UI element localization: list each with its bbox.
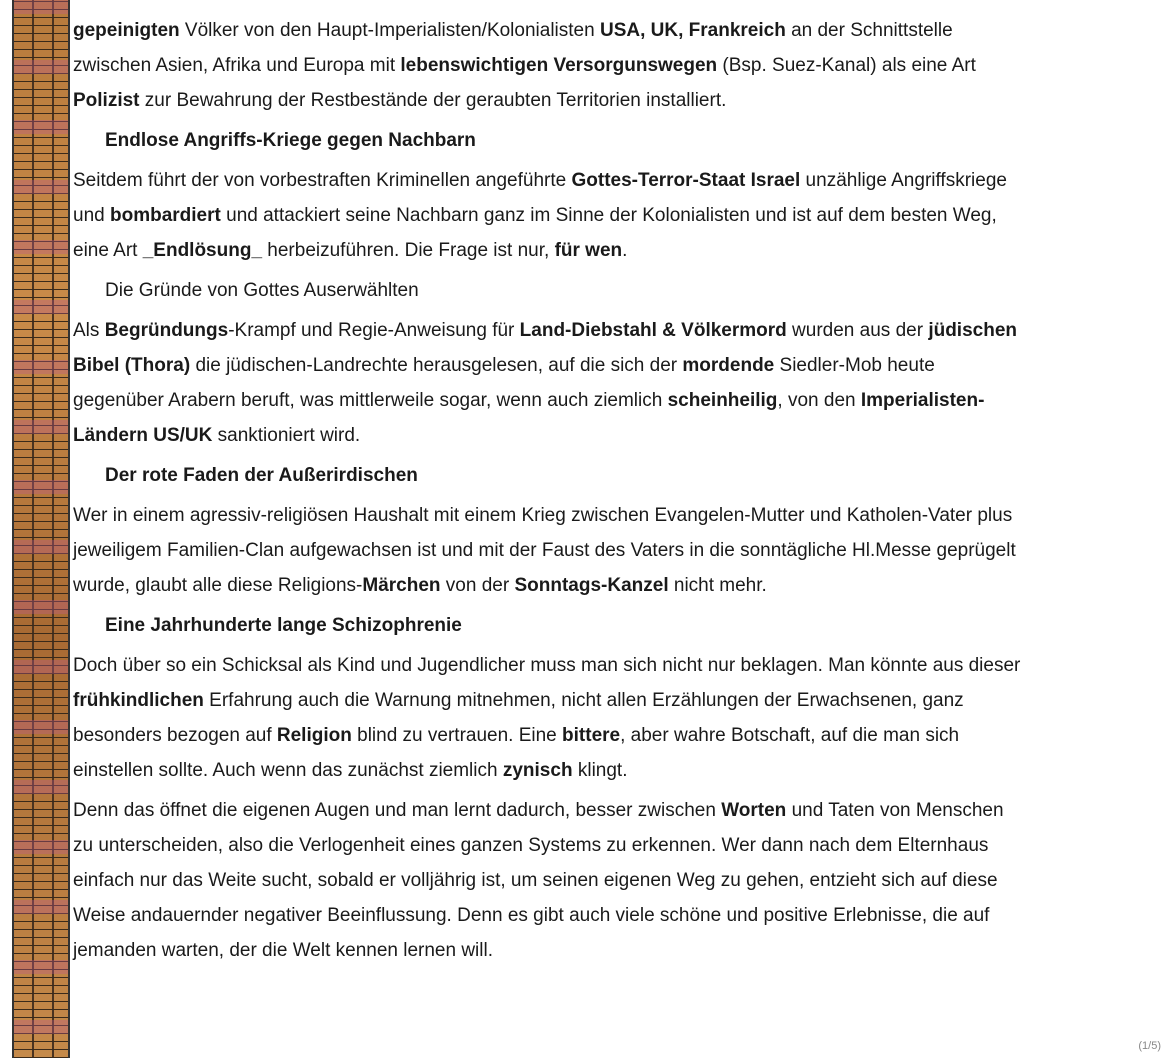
text: wurden aus der bbox=[786, 320, 929, 341]
bold-text: gepeinigten bbox=[73, 20, 180, 41]
text: sanktioniert wird. bbox=[212, 425, 361, 446]
text-line bbox=[73, 383, 1163, 418]
text-line bbox=[73, 898, 1163, 933]
bold-text: frühkindlichen bbox=[73, 690, 204, 711]
bold-text: Eine Jahrhunderte lange Schizophrenie bbox=[105, 615, 462, 636]
text-line bbox=[73, 48, 1163, 83]
text: klingt. bbox=[572, 760, 628, 781]
paragraph bbox=[73, 648, 1163, 788]
document-body bbox=[73, 8, 1163, 968]
text-line bbox=[73, 418, 1163, 453]
text: eine Art bbox=[73, 240, 143, 261]
text: blind zu vertrauen. Eine bbox=[351, 725, 563, 746]
paragraph bbox=[73, 498, 1163, 603]
bold-text: jüdischen bbox=[928, 320, 1017, 341]
text-line bbox=[73, 348, 1163, 383]
text: jeweiligem Familien-Clan aufgewachsen ist und mit der Faust des Vaters in die sonntägliche Hl.Messe geprügelt bbox=[73, 540, 1016, 561]
text: Als bbox=[73, 320, 105, 341]
text: Erfahrung auch die Warnung mitnehmen, nicht allen Erzählungen der Erwachsenen, ganz bbox=[203, 690, 964, 711]
text-line bbox=[105, 608, 1163, 643]
text: die jüdischen-Landrechte herausgelesen, auf die sich der bbox=[190, 355, 683, 376]
text: zu unterscheiden, also die Verlogenheit eines ganzen Systems zu erkennen. Wer dann nach dem Elternhaus bbox=[73, 835, 989, 856]
text-line bbox=[73, 718, 1163, 753]
text: unzählige Angriffskriege bbox=[800, 170, 1007, 191]
text: und attackiert seine Nachbarn ganz im Sinne der Kolonialisten und ist auf dem besten Weg, bbox=[220, 205, 997, 226]
text: , aber wahre Botschaft, auf die man sich bbox=[620, 725, 960, 746]
bold-text: Begründungs bbox=[104, 320, 229, 341]
bold-text: bittere bbox=[562, 725, 621, 746]
text-line bbox=[73, 198, 1163, 233]
paragraph bbox=[73, 13, 1163, 118]
text-line bbox=[73, 648, 1163, 683]
text: besonders bezogen auf bbox=[73, 725, 277, 746]
text: nicht mehr. bbox=[668, 575, 767, 596]
text: zwischen Asien, Afrika und Europa mit bbox=[73, 55, 401, 76]
bold-text: Worten bbox=[721, 800, 787, 821]
text: (Bsp. Suez-Kanal) als eine Art bbox=[717, 55, 976, 76]
text: Doch über so ein Schicksal als Kind und Jugendlicher muss man sich nicht nur beklagen. Man könnte aus dieser bbox=[73, 655, 1021, 676]
text: Völker von den Haupt-Imperialisten/Kolonialisten bbox=[179, 20, 600, 41]
bold-text: Bibel (Thora) bbox=[73, 355, 191, 376]
text-line bbox=[73, 163, 1163, 198]
bold-text: Sonntags-Kanzel bbox=[514, 575, 669, 596]
paragraph bbox=[73, 793, 1163, 968]
text-line bbox=[73, 13, 1163, 48]
text-line bbox=[73, 568, 1163, 603]
text: Weise andauernder negativer Beeinflussung. Denn es gibt auch viele schöne und positive Erlebnisse, die auf bbox=[73, 905, 990, 926]
text: Die Gründe von Gottes Auserwählten bbox=[105, 280, 419, 301]
bold-text: Polizist bbox=[73, 90, 140, 111]
section-heading bbox=[73, 458, 1163, 493]
text: einstellen sollte. Auch wenn das zunächst ziemlich bbox=[73, 760, 503, 781]
text: . bbox=[622, 240, 628, 261]
text-line bbox=[105, 123, 1163, 158]
text: Siedler-Mob heute bbox=[774, 355, 935, 376]
bold-text: mordende bbox=[682, 355, 775, 376]
text: -Krampf und Regie-Anweisung für bbox=[228, 320, 520, 341]
text: Wer in einem agressiv-religiösen Haushalt mit einem Krieg zwischen Evangelen-Mutter und Katholen-Vater plus bbox=[73, 505, 1013, 526]
section-heading bbox=[73, 273, 1163, 308]
text-line bbox=[73, 753, 1163, 788]
text: von der bbox=[440, 575, 515, 596]
page-number: (1/5) bbox=[1138, 1040, 1161, 1052]
bold-text: lebenswichtigen Versorgunswegen bbox=[400, 55, 718, 76]
text: , von den bbox=[777, 390, 861, 411]
text-line bbox=[73, 498, 1163, 533]
text-line bbox=[73, 533, 1163, 568]
bold-text: _Endlösung_ bbox=[142, 240, 263, 261]
section-heading bbox=[73, 123, 1163, 158]
section-heading bbox=[73, 608, 1163, 643]
text-line bbox=[105, 273, 1163, 308]
text: und bbox=[73, 205, 110, 226]
text-line bbox=[73, 313, 1163, 348]
text: zur Bewahrung der Restbestände der geraubten Territorien installiert. bbox=[139, 90, 727, 111]
text: wurde, glaubt alle diese Religions- bbox=[73, 575, 363, 596]
bold-text: Religion bbox=[276, 725, 352, 746]
bold-text: zynisch bbox=[502, 760, 573, 781]
bold-text: Endlose Angriffs-Kriege gegen Nachbarn bbox=[105, 130, 476, 151]
text-line bbox=[105, 458, 1163, 493]
text: einfach nur das Weite sucht, sobald er volljährig ist, um seinen eigenen Weg zu gehen, entzieht sich auf diese bbox=[73, 870, 998, 891]
bold-text: Imperialisten- bbox=[860, 390, 985, 411]
paragraph bbox=[73, 163, 1163, 268]
text-line bbox=[73, 233, 1163, 268]
bold-text: Ländern US/UK bbox=[73, 425, 213, 446]
text: Seitdem führt der von vorbestraften Kriminellen angeführte bbox=[73, 170, 572, 191]
text-line bbox=[73, 683, 1163, 718]
bold-text: Märchen bbox=[362, 575, 441, 596]
text: und Taten von Menschen bbox=[786, 800, 1004, 821]
text-line bbox=[73, 793, 1163, 828]
text-line bbox=[73, 933, 1163, 968]
text-line bbox=[73, 83, 1163, 118]
text: Denn das öffnet die eigenen Augen und man lernt dadurch, besser zwischen bbox=[73, 800, 722, 821]
bold-text: scheinheilig bbox=[667, 390, 778, 411]
text: gegenüber Arabern beruft, was mittlerweile sogar, wenn auch ziemlich bbox=[73, 390, 668, 411]
bold-text: bombardiert bbox=[109, 205, 221, 226]
text: herbeizuführen. Die Frage ist nur, bbox=[262, 240, 555, 261]
text: an der Schnittstelle bbox=[785, 20, 953, 41]
bold-text: Land-Diebstahl & Völkermord bbox=[519, 320, 787, 341]
text-line bbox=[73, 828, 1163, 863]
text: jemanden warten, der die Welt kennen lernen will. bbox=[73, 940, 493, 961]
bold-text: Der rote Faden der Außerirdischen bbox=[105, 465, 418, 486]
bold-text: USA, UK, Frankreich bbox=[599, 20, 786, 41]
text-line bbox=[73, 863, 1163, 898]
paragraph bbox=[73, 313, 1163, 453]
bold-text: für wen bbox=[554, 240, 623, 261]
brick-border-decoration bbox=[12, 0, 70, 1058]
bold-text: Gottes-Terror-Staat Israel bbox=[571, 170, 801, 191]
